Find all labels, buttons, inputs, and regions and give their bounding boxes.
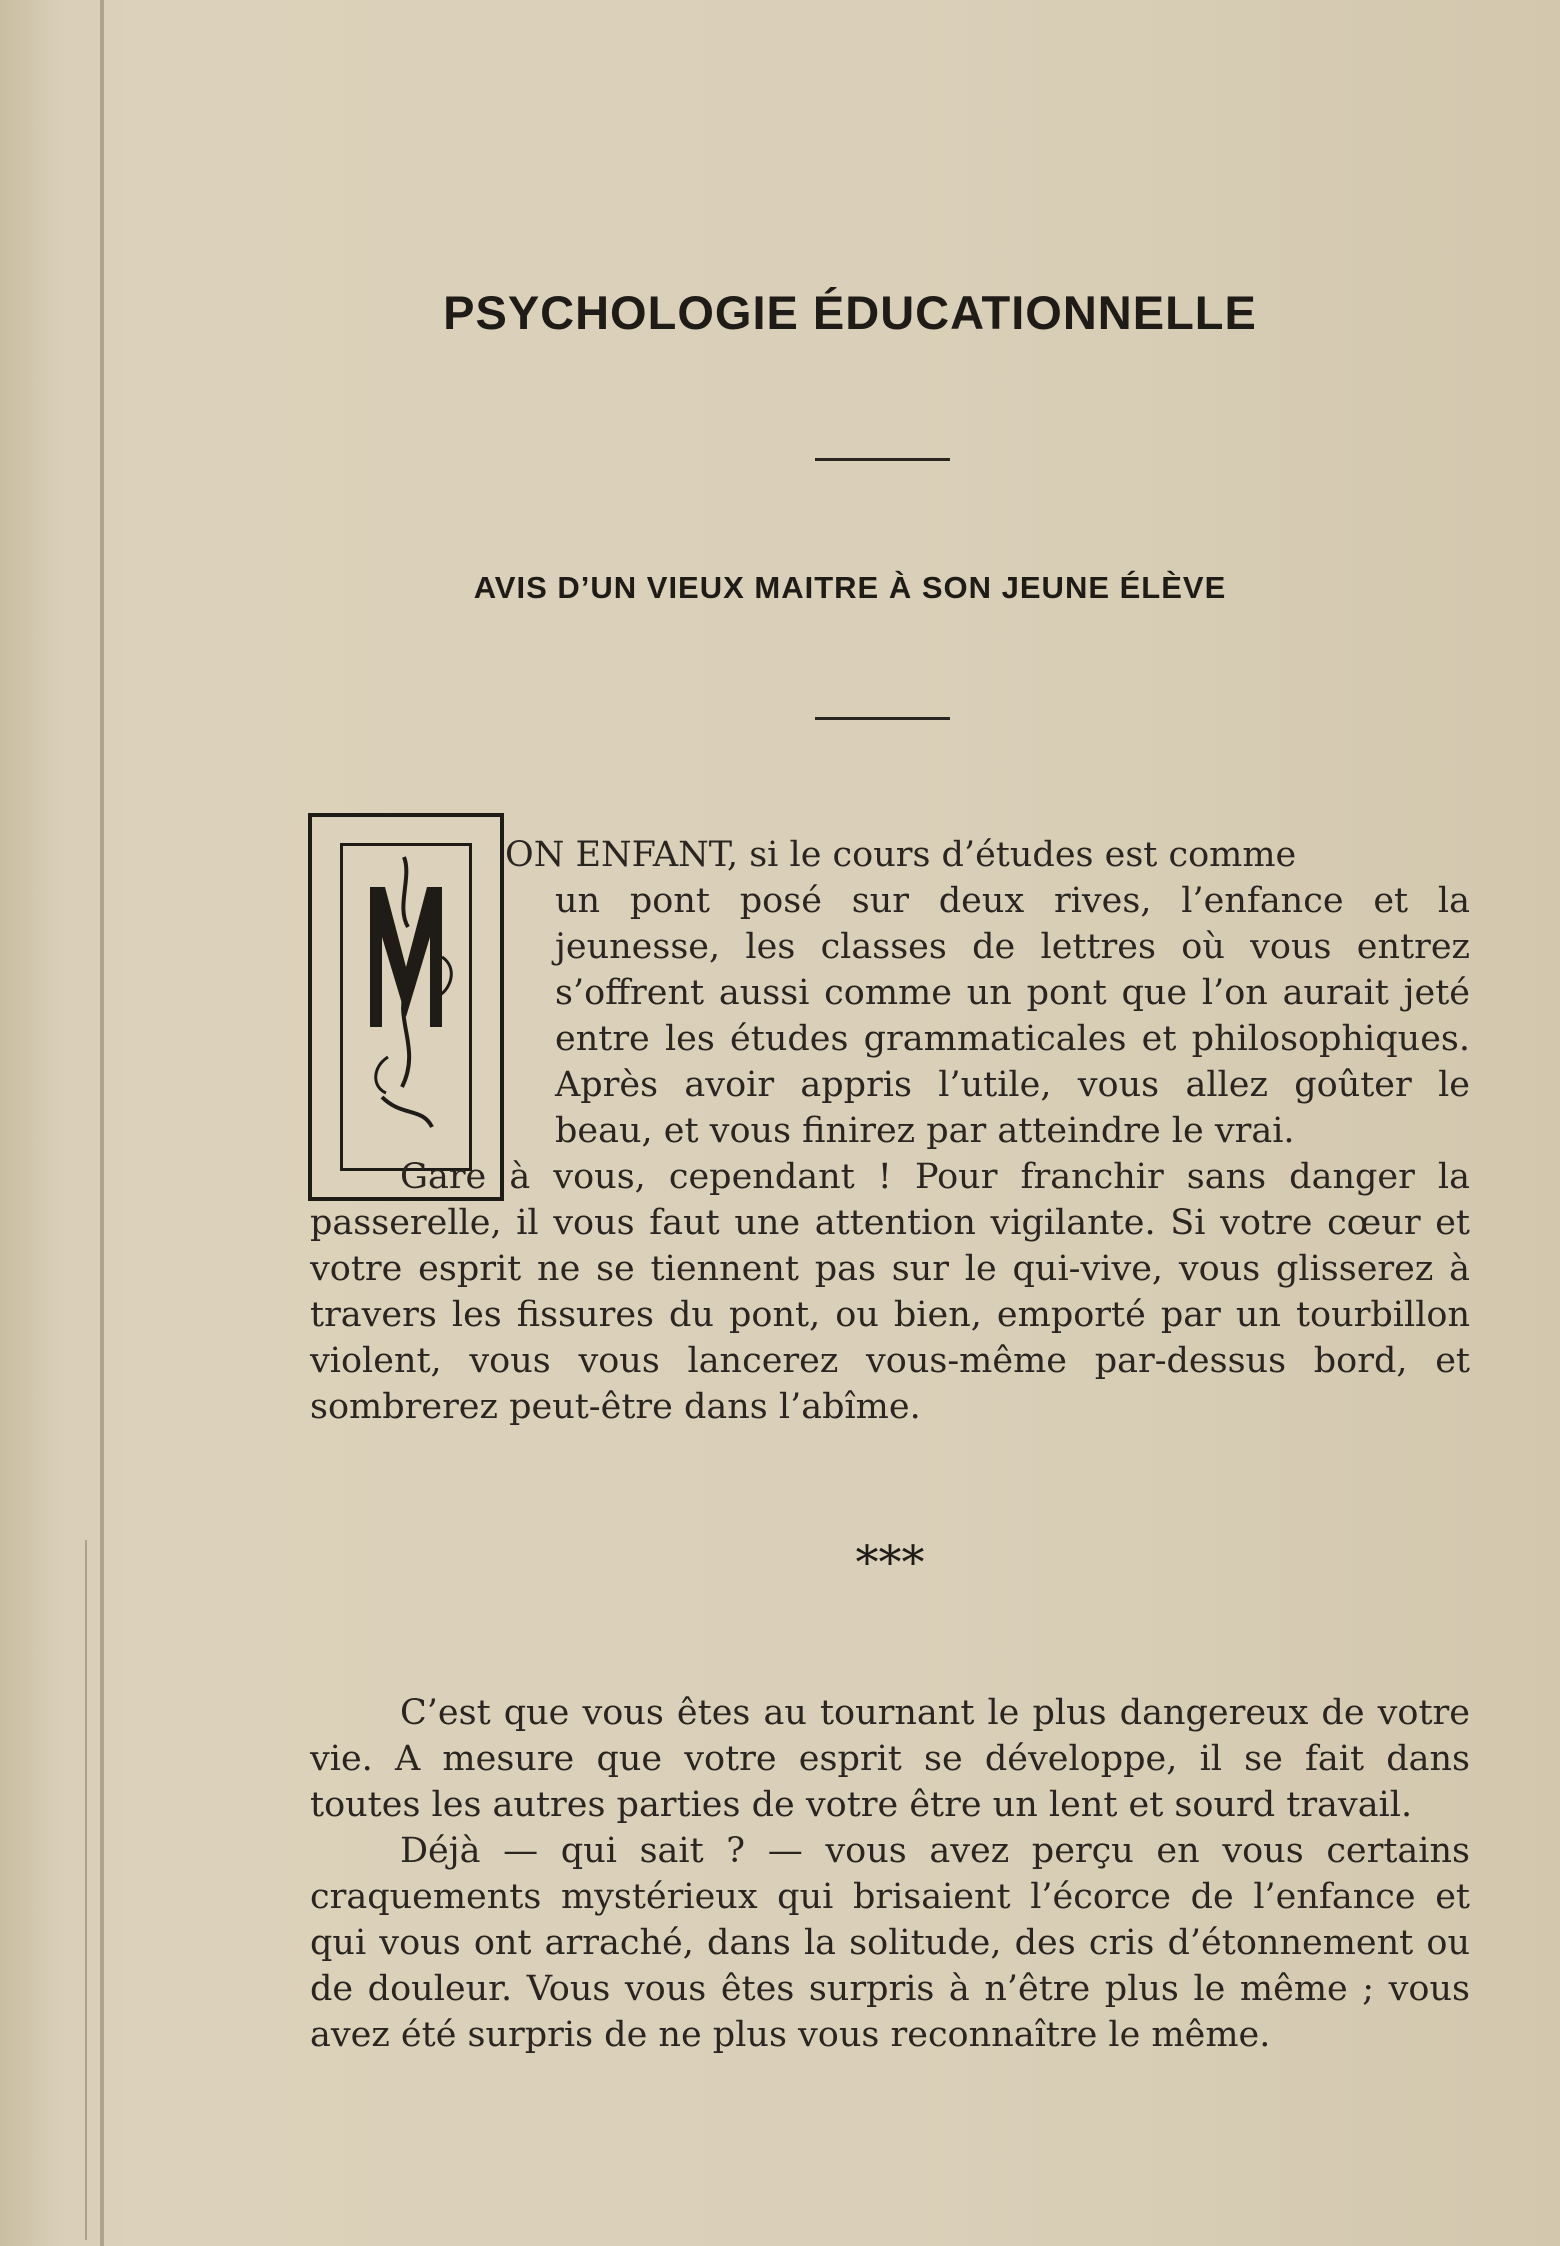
page-edge bbox=[85, 1540, 97, 2240]
title-divider bbox=[815, 458, 950, 461]
page-subtitle: AVIS D’UN VIEUX MAITRE À SON JEUNE ÉLÈVE bbox=[473, 570, 1227, 605]
paragraph-3: C’est que vous êtes au tournant le plus dangereux de votre vie. A mesure que votre esprit se développe, il se fait dans toutes les autres parties de votre être un lent et sourd travail. bbox=[310, 1693, 1470, 1825]
paragraph-1-rest: un pont posé sur deux rives, l’enfance et la jeunesse, les classes de lettres où vous entrez s’offrent aussi comme un pont que l’on aurait jeté entre les études grammaticales et philosophiques. Après avoir appris l’utile, vous allez goûter le beau, et vous finirez par atteindre le vrai. bbox=[555, 881, 1470, 1151]
paragraph-1-first-line: ON ENFANT, si le cours d’études est comme bbox=[505, 835, 1297, 875]
section-separator: *** bbox=[855, 1535, 925, 1589]
paragraph-1 bbox=[310, 832, 1470, 1430]
subtitle-divider bbox=[815, 717, 950, 720]
paragraph-4: Déjà — qui sait ? — vous avez perçu en vous certains craquements mystérieux qui brisaient l’écorce de l’enfance et qui vous ont arraché, dans la solitude, des cris d’étonnement ou de douleur. Vous vous êtes surpris à n’être plus le même ; vous avez été surpris de ne plus vous reconnaître le même. bbox=[310, 1831, 1470, 2055]
page-title: PSYCHOLOGIE ÉDUCATIONNELLE bbox=[443, 286, 1257, 339]
paragraph-2: Gare à vous, cependant ! Pour franchir sans danger la passerelle, il vous faut une attention vigilante. Si votre cœur et votre esprit ne se tiennent pas sur le qui-vive, vous glisserez à travers les fissures du pont, ou bien, emporté par un tourbillon violent, vous vous lancerez vous-même par-dessus bord, et sombrerez peut-être dans l’abîme. bbox=[310, 1157, 1470, 1427]
paragraph-block-2 bbox=[310, 1690, 1470, 2058]
